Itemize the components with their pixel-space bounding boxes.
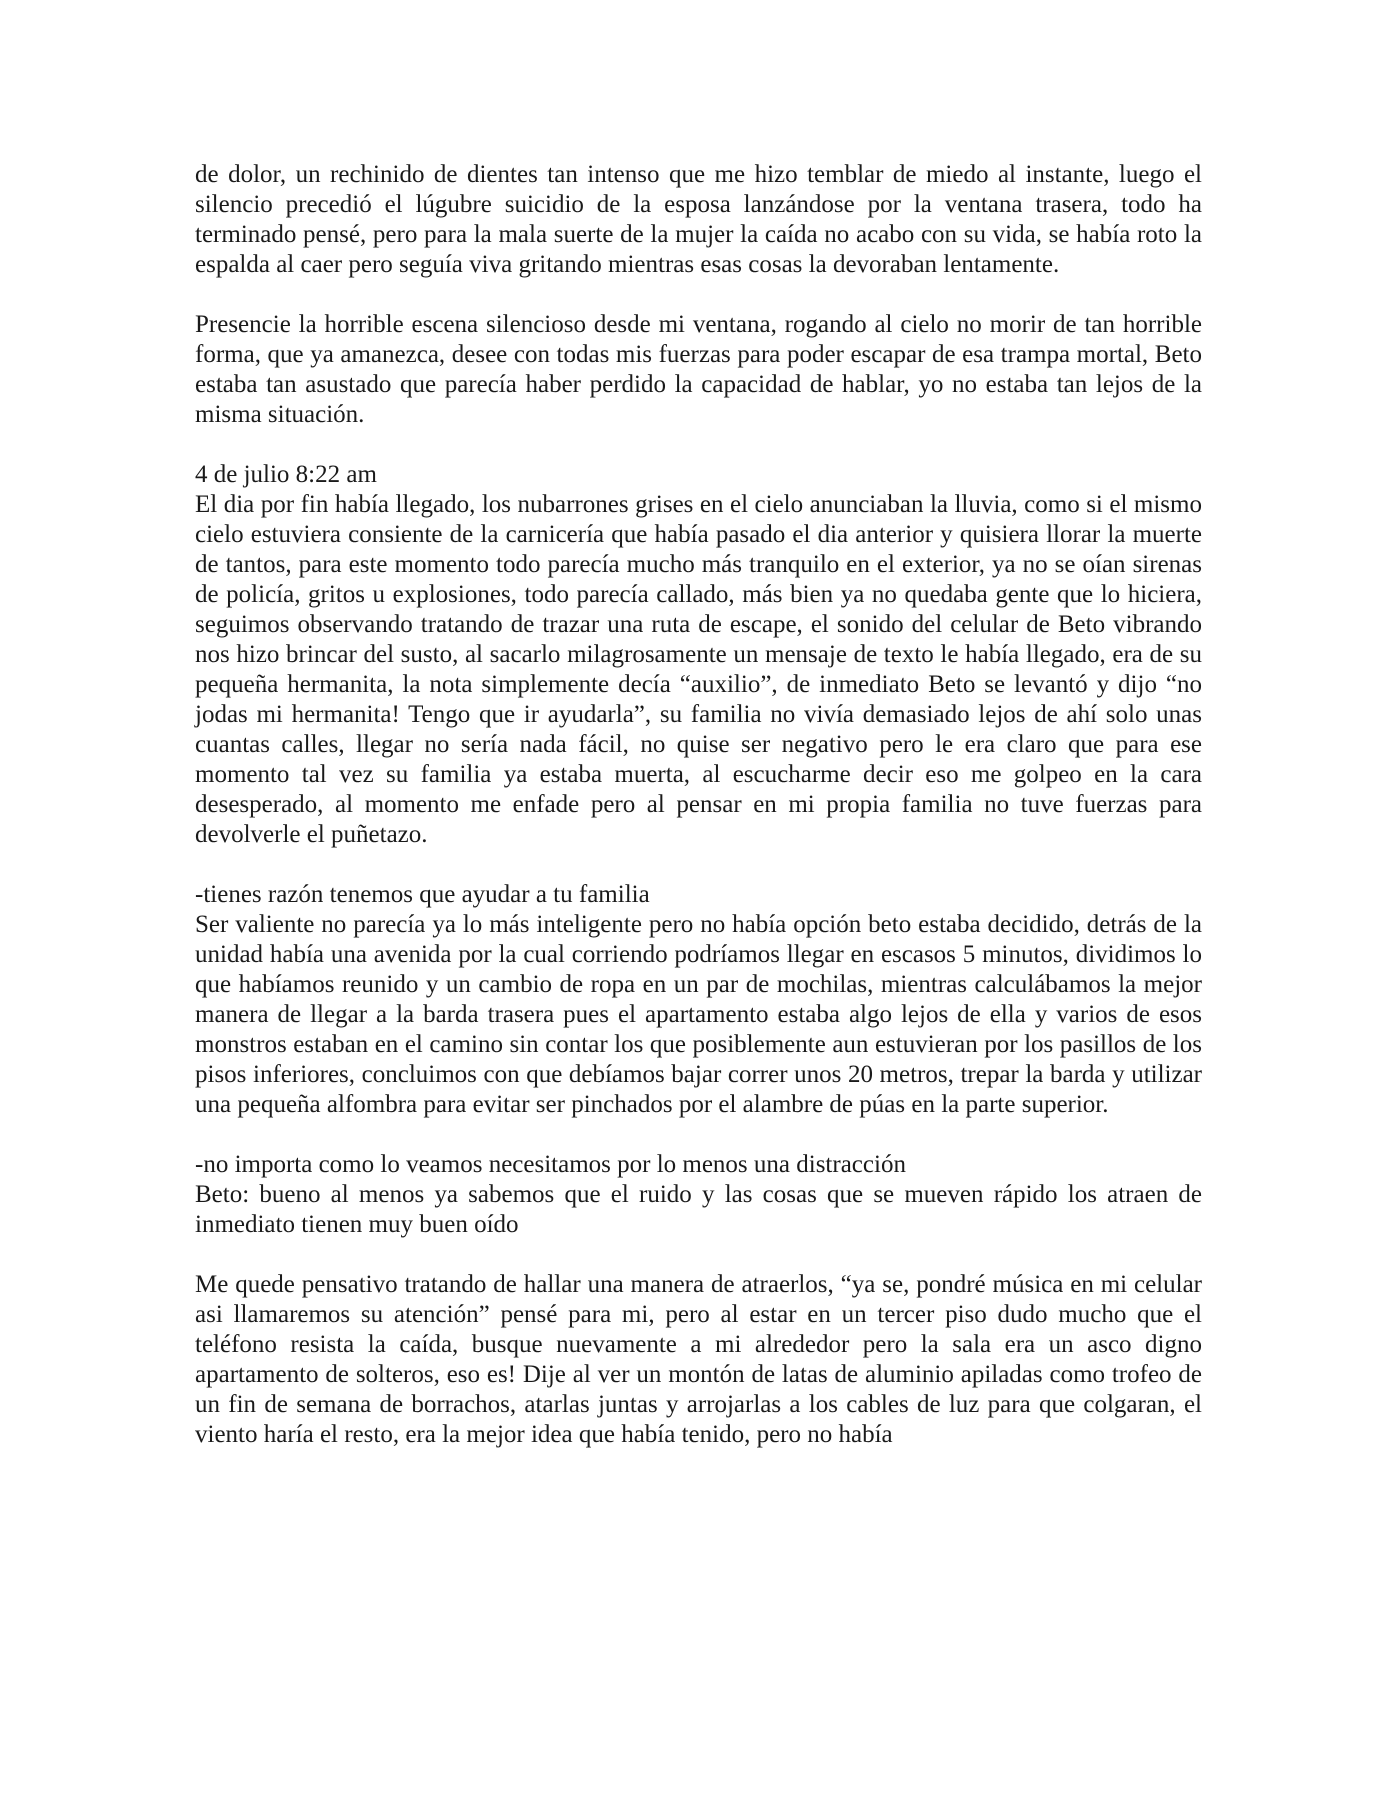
dialogue-line-distraccion: -no importa como lo veamos necesitamos por lo menos una distracción — [195, 1151, 906, 1178]
dialogue-line-tienes-razon: -tienes razón tenemos que ayudar a tu familia — [195, 881, 650, 908]
paragraph-dolor: de dolor, un rechinido de dientes tan intenso que me hizo temblar de miedo al instante, luego el silencio precedió el lúgubre suicidio de la esposa lanzándose por la ventana trasera, todo ha terminado pensé, pero para la mala suerte de la mujer la caída no acabo con su vida, se había roto la espalda al caer pero seguía viva gritando mientras esas cosas la devoraban lentamente. — [195, 161, 1202, 278]
dialogue-line-beto: Beto: bueno al menos ya sabemos que el ruido y las cosas que se mueven rápido los atraen de inmediato tienen muy buen oído — [195, 1181, 1202, 1238]
paragraph-ser-valiente: Ser valiente no parecía ya lo más inteligente pero no había opción beto estaba decidido, detrás de la unidad había una avenida por la cual corriendo podríamos llegar en escasos 5 minutos, dividimos lo que habíamos reunido y un cambio de ropa en un par de mochilas, mientras calculábamos la mejor manera de llegar a la barda trasera pues el apartamento estaba algo lejos de ella y varios de esos monstros estaban en el camino sin contar los que posiblemente aun estuvieran por los pasillos de los pisos inferiores, concluimos con que debíamos bajar correr unos 20 metros, trepar la barda y utilizar una pequeña alfombra para evitar ser pinchados por el alambre de púas en la parte superior. — [195, 911, 1202, 1118]
paragraph-me-quede: Me quede pensativo tratando de hallar una manera de atraerlos, “ya se, pondré música en mi celular asi llamaremos su atención” pensé para mi, pero al estar en un tercer piso dudo mucho que el teléfono resista la caída, busque nuevamente a mi alrededor pero la sala era un asco digno apartamento de solteros, eso es! Dije al ver un montón de latas de aluminio apiladas como trofeo de un fin de semana de borrachos, atarlas juntas y arrojarlas a los cables de luz para que colgaran, el viento haría el resto, era la mejor idea que había tenido, pero no había — [195, 1271, 1202, 1448]
date-heading: 4 de julio 8:22 am — [195, 461, 377, 488]
paragraph-presencie: Presencie la horrible escena silencioso desde mi ventana, rogando al cielo no morir de tan horrible forma, que ya amanezca, desee con todas mis fuerzas para poder escapar de esa trampa mortal, Beto estaba tan asustado que parecía haber perdido la capacidad de hablar, yo no estaba tan lejos de la misma situación. — [195, 311, 1202, 428]
paragraph-el-dia: El dia por fin había llegado, los nubarrones grises en el cielo anunciaban la lluvia, como si el mismo cielo estuviera consiente de la carnicería que había pasado el dia anterior y quisiera llorar la muerte de tantos, para este momento todo parecía mucho más tranquilo en el exterior, ya no se oían sirenas de policía, gritos u explosiones, todo parecía callado, más bien ya no quedaba gente que lo hiciera, seguimos observando tratando de trazar una ruta de escape, el sonido del celular de Beto vibrando nos hizo brincar del susto, al sacarlo milagrosamente un mensaje de texto le había llegado, era de su pequeña hermanita, la nota simplemente decía “auxilio”, de inmediato Beto se levantó y dijo “no jodas mi hermanita! Tengo que ir ayudarla”, su familia no vivía demasiado lejos de ahí solo unas cuantas calles, llegar no sería nada fácil, no quise ser negativo pero le era claro que para ese momento tal vez su familia ya estaba muerta, al escucharme decir eso me golpeo en la cara desesperado, al momento me enfade pero al pensar en mi propia familia no tuve fuerzas para devolverle el puñetazo. — [195, 491, 1202, 848]
document-page — [195, 160, 1202, 1480]
